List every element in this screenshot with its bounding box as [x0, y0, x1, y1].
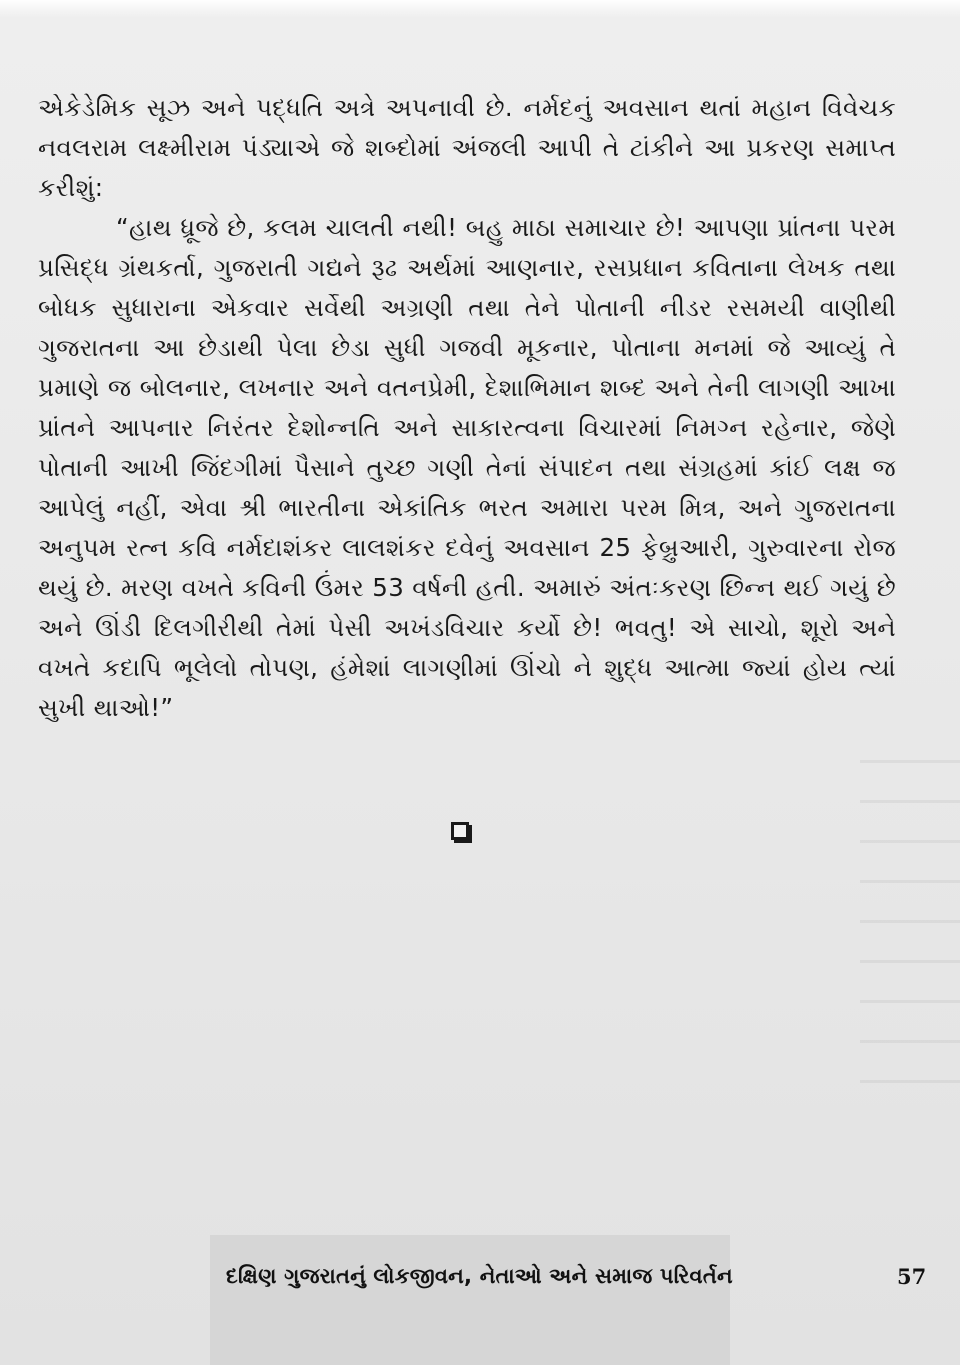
running-footer-title: દક્ષિણ ગુજરાતનું લોકજીવન, નેતાઓ અને સમાજ પરિવર્તન: [226, 1264, 733, 1288]
footer-band: [210, 1235, 730, 1365]
quote-paragraph: “હાથ ધ્રૂજે છે, કલમ ચાલતી નથી! બહુ માઠા સમાચાર છે! આપણા પ્રાંતના પરમ પ્રસિદ્ધ ગ્રંથકર્તા, ગુજરાતી ગદ્યને રૂઢ અર્થમાં આણનાર, રસપ્રધાન કવિતાના લેખક તથા બોધક સુધારાના એકવાર સર્વેથી અગ્રણી તથા તેને પોતાની નીડર રસમયી વાણીથી ગુજરાતના આ છેડાથી પેલા છેડા સુધી ગજવી મૂકનાર, પોતાના મનમાં જે આવ્યું તે પ્રમાણે જ બોલનાર, લખનાર અને વતનપ્રેમી, દેશાભિમાન શબ્દ અને તેની લાગણી આખા પ્રાંતને આપનાર નિરંતર દેશોન્નતિ અને સાકારત્વના વિચારમાં નિમગ્ન રહેનાર, જેણે પોતાની આખી જિંદગીમાં પૈસાને તુચ્છ ગણી તેનાં સંપાદન તથા સંગ્રહમાં કાંઈ લક્ષ જ આપેલું નહીં, એવા શ્રી ભારતીના એકાંતિક ભરત અમારા પરમ મિત્ર, અને ગુજરાતના અનુપમ રત્ન કવિ નર્મદાશંકર લાલશંકર દવેનું અવસાન 25 ફેબ્રુઆરી, ગુરુવારના રોજ થયું છે. મરણ વખતે કવિની ઉંમર 53 વર્ષની હતી. અમારું અંતઃકરણ છિન્ન થઈ ગયું છે અને ઊંડી દિલગીરીથી તેમાં પેસી અખંડવિચાર કર્યો છે! ભવતુ! એ સાચો, શૂરો અને વખતે કદાપિ ભૂલેલો તોપણ, હંમેશાં લાગણીમાં ઊંચો ને શુદ્ધ આત્મા જ્યાં હોય ત્યાં સુખી થાઓ!”: [38, 213, 896, 722]
page-number: 57: [897, 1264, 927, 1289]
intro-paragraph: એકેડેમિક સૂઝ અને પદ્ધતિ અત્રે અપનાવી છે. નર્મદનું અવસાન થતાં મહાન વિવેચક નવલરામ લક્ષ્મીરામ પંડ્યાએ જે શબ્દોમાં અંજલી આપી તે ટાંકીને આ પ્રકરણ સમાપ્ત કરીશું:: [38, 93, 896, 202]
hollow-square-icon: [451, 822, 469, 840]
body-text: [38, 88, 896, 728]
page-top-edge: [0, 0, 960, 18]
show-through-texture: [860, 760, 960, 1120]
